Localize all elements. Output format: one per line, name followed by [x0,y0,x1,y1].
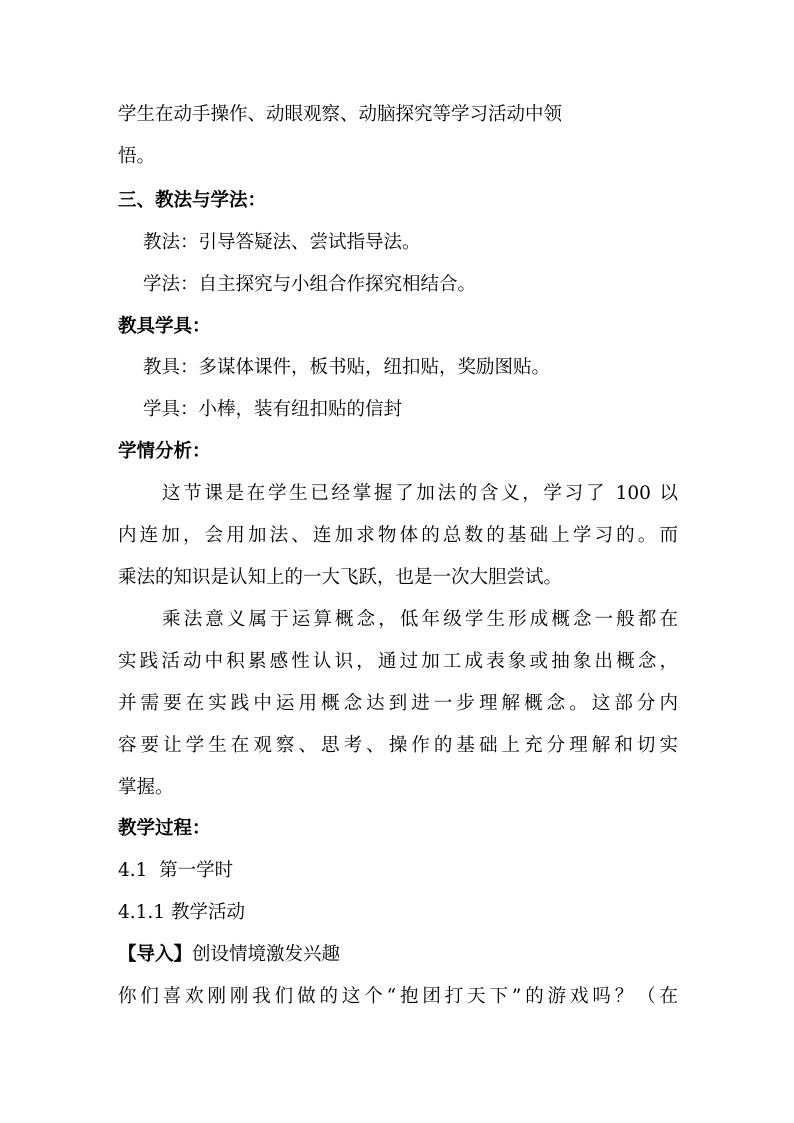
analysis-text-line: 乘法意义属于运算概念，低年级学生形成概念一般都在 [162,609,678,630]
section-heading-tools: 教具学具： [118,316,211,337]
subsection-heading: 4.1.1 教学活动 [118,902,245,923]
analysis-text-line: 这节课是在学生已经掌握了加法的含义，学习了 100 以 [162,483,678,504]
body-text-line: 你们喜欢刚刚我们做的这个“抱团打天下”的游戏吗？（在 [118,986,678,1007]
import-label: 【导入】 [118,944,193,965]
import-line [118,943,340,967]
section-heading-methods: 三、教法与学法： [118,190,267,211]
body-text-line: 悟。 [118,146,156,167]
learning-tools-line: 学具：小棒，装有纽扣贴的信封 [143,399,403,420]
section-heading-process: 教学过程： [118,818,211,839]
import-title: 创设情境激发兴趣 [192,944,341,965]
teaching-tools-line: 教具：多谋体课件，板书贴，纽扣贴，奖励图贴。 [143,357,551,378]
analysis-text-line: 容要让学生在观察、思考、操作的基础上充分理解和切实 [118,735,678,756]
analysis-text-line: 内连加，会用加法、连加求物体的总数的基础上学习的。而 [118,525,678,546]
analysis-text-line: 掌握。 [118,777,174,798]
body-text-line: 学生在动手操作、动眼观察、动脑探究等学习活动中领 [118,104,563,125]
section-heading-analysis: 学情分析： [118,441,211,462]
analysis-text-line: 乘法的知识是认知上的一大飞跃，也是一次大胆尝试。 [118,567,563,588]
subsection-heading: 4.1 第一学时 [118,860,234,881]
analysis-text-line: 并需要在实践中运用概念达到进一步理解概念。这部分内 [118,693,678,714]
teaching-method-line: 教法：引导答疑法、尝试指导法。 [143,232,421,253]
analysis-text-line: 实践活动中积累感性认识，通过加工成表象或抽象出概念， [118,651,678,672]
learning-method-line: 学法：自主探究与小组合作探究相结合。 [143,274,477,295]
